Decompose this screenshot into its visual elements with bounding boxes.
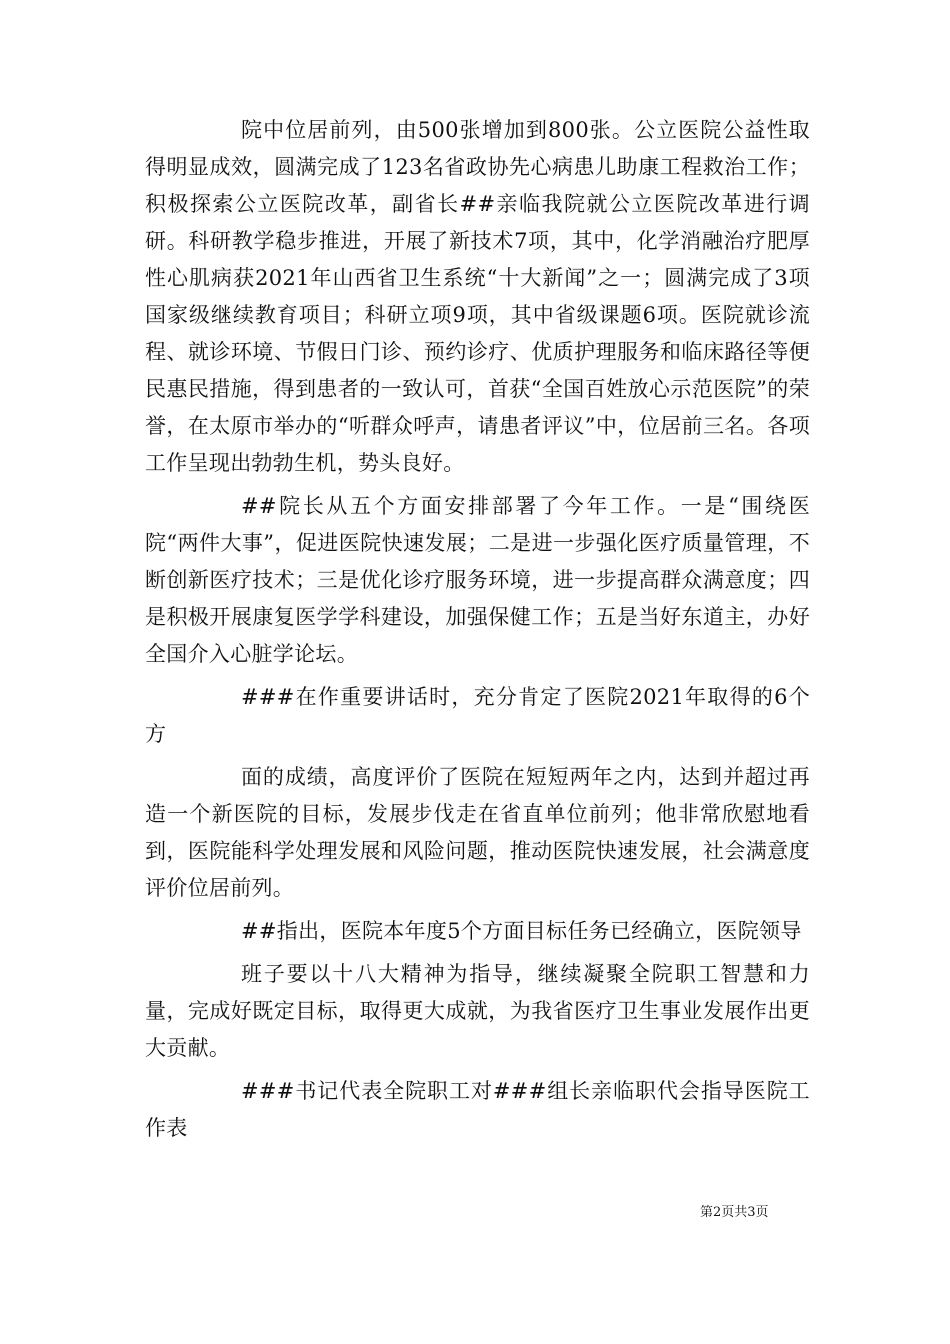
paragraph-goals-intro: ##指出，医院本年度5个方面目标任务已经确立，医院领导 <box>241 919 802 943</box>
page-number: 第2页共3页 <box>700 1205 769 1220</box>
paragraph-work-plan: ##院长从五个方面安排部署了今年工作。一是“围绕医院“两件大事”，促进医院快速发展；二是进一步强化医疗质量管理，不断创新医疗技术；三是优化诊疗服务环境，进一步提高群众满意度；四是积极开展康复医学学科建设，加强保健工作；五是当好东道主，办好全国介入心脏学论坛。 <box>145 494 810 666</box>
paragraph-secretary-thanks: ###书记代表全院职工对###组长亲临职代会指导医院工作表 <box>145 1079 810 1140</box>
document-body <box>145 112 810 1147</box>
paragraph-goals-detail: 班子要以十八大精神为指导，继续凝聚全院职工智慧和力量，完成好既定目标，取得更大成就，为我省医疗卫生事业发展作出更大贡献。 <box>145 962 810 1060</box>
paragraph-achievements: 院中位居前列，由500张增加到800张。公立医院公益性取得明显成效，圆满完成了123名省政协先心病患儿助康工程救治工作；积极探索公立医院改革，副省长##亲临我院就公立医院改革进行调研。科研教学稳步推进，开展了新技术7项，其中，化学消融治疗肥厚性心肌病获2021年山西省卫生系统“十大新闻”之一；圆满完成了3项国家级继续教育项目；科研立项9项，其中省级课题6项。医院就诊流程、就诊环境、节假日门诊、预约诊疗、优质护理服务和临床路径等便民惠民措施，得到患者的一致认可，首获“全国百姓放心示范医院”的荣誉，在太原市举办的“听群众呼声，请患者评议”中，位居前三名。各项工作呈现出勃勃生机，势头良好。 <box>145 118 810 475</box>
paragraph-speech-evaluation: 面的成绩，高度评价了医院在短短两年之内，达到并超过再造一个新医院的目标，发展步伐走在省直单位前列；他非常欣慰地看到，医院能科学处理发展和风险问题，推动医院快速发展，社会满意度评价位居前列。 <box>145 765 810 900</box>
paragraph-speech-intro: ###在作重要讲话时，充分肯定了医院2021年取得的6个方 <box>145 685 810 746</box>
